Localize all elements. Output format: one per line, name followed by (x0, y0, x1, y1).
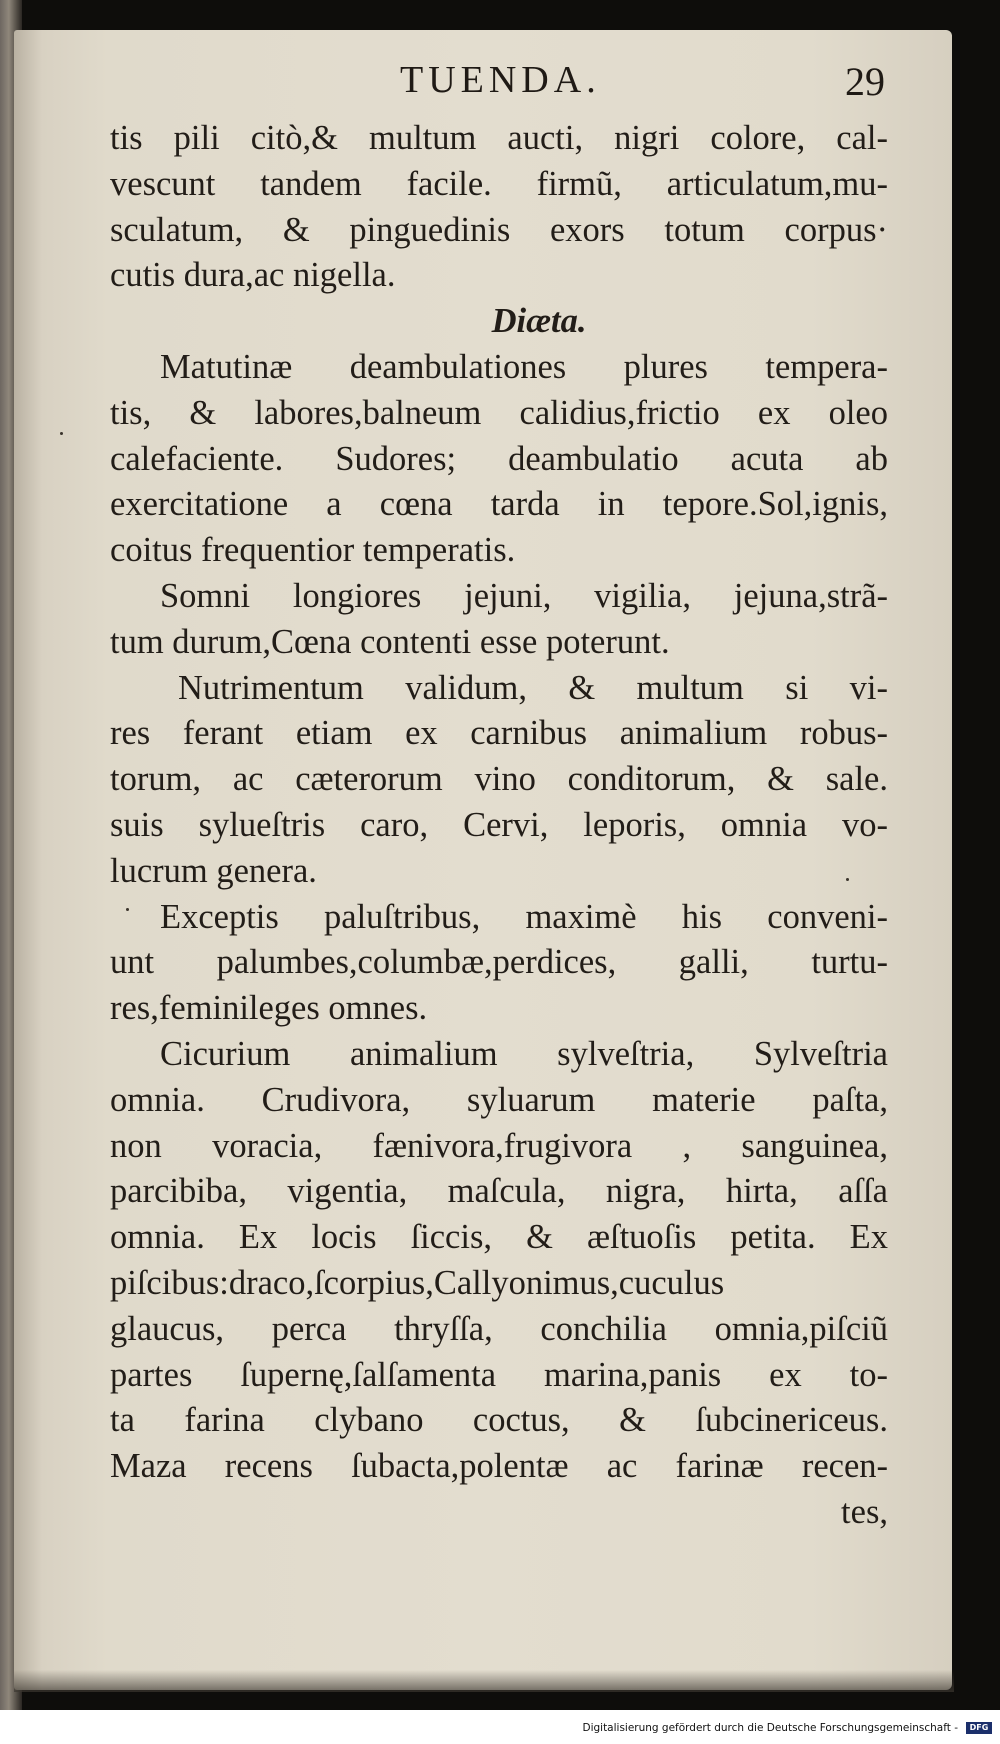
text-line: res,feminileges omnes. (110, 989, 428, 1028)
text-line: tis pili citò,& multum aucti, nigri colore, cal- (110, 119, 888, 157)
text-line: non voracia, fænivora,frugivora , sanguinea, (110, 1126, 888, 1165)
page-number: 29 (845, 59, 885, 104)
text-line: coitus frequentior temperatis. (110, 531, 516, 570)
text-line: parcibiba, vigentia, maſcula, nigra, hirta, aſſa (110, 1172, 888, 1211)
page-edge-shadow (14, 1670, 954, 1692)
text-line: tis, & labores,balneum calidius,frictio ex oleo (110, 393, 888, 432)
funding-credit: Digitalisierung gefördert durch die Deutsche Forschungsgemeinschaft - (582, 1722, 958, 1734)
text-line: sculatum, & pinguedinis exors totum corpus· (110, 210, 888, 249)
text-line: Maza recens ſubacta,polentæ ac farinæ recen- (110, 1447, 888, 1486)
catchword: tes, (841, 1492, 888, 1531)
text-line: omnia. Ex locis ſiccis, & æſtuoſis petita. Ex (110, 1218, 888, 1257)
text-line: lucrum genera. (110, 851, 317, 890)
text-line: Nutrimentum validum, & multum si vi- (178, 668, 888, 707)
text-line: res ferant etiam ex carnibus animalium robus- (110, 714, 888, 753)
text-line: omnia. Crudivora, syluarum materie paſta, (110, 1080, 888, 1119)
text-line: unt palumbes,columbæ,perdices, galli, turtu- (110, 943, 888, 982)
body-text (110, 116, 888, 1536)
text-line: Matutinæ deambulationes plures tempera- (160, 347, 888, 386)
digitization-footer (0, 1710, 1000, 1744)
text-line: calefaciente. Sudores; deambulatio acuta ab (110, 439, 888, 478)
text-line: vescunt tandem facile. firmũ, articulatum,mu- (110, 164, 888, 203)
section-heading: Diæta. (491, 302, 587, 341)
text-line: tum durum,Cœna contenti esse poterunt. (110, 622, 670, 661)
running-head: TUENDA. (400, 59, 601, 101)
page-header (110, 58, 885, 108)
text-line: ta farina clybano coctus, & ſubcinericeus. (110, 1401, 888, 1440)
text-line: torum, ac cæterorum vino conditorum, & sale. (110, 760, 888, 799)
text-line: partes ſupernę,ſalſamenta marina,panis ex to- (110, 1355, 888, 1394)
text-line: exercitatione a cœna tarda in tepore.Sol,ignis, (110, 485, 888, 524)
text-line: Cicurium animalium sylveſtria, Sylveſtria (160, 1034, 888, 1073)
paper-speck (846, 878, 849, 881)
paper-speck (60, 432, 63, 435)
text-line: piſcibus:draco,ſcorpius,Callyonimus,cuculus (110, 1263, 725, 1302)
text-line: suis sylueſtris caro, Cervi, leporis, omnia vo- (110, 805, 888, 844)
dfg-logo-icon: DFG (966, 1722, 992, 1734)
text-line: Exceptis paluſtribus, maximè his conveni- (160, 897, 888, 936)
text-line: glaucus, perca thryſſa, conchilia omnia,piſciũ (110, 1309, 888, 1348)
text-line: cutis dura,ac nigella. (110, 256, 396, 295)
text-line: Somni longiores jejuni, vigilia, jejuna,strã- (160, 576, 888, 615)
paper-speck (126, 908, 129, 911)
